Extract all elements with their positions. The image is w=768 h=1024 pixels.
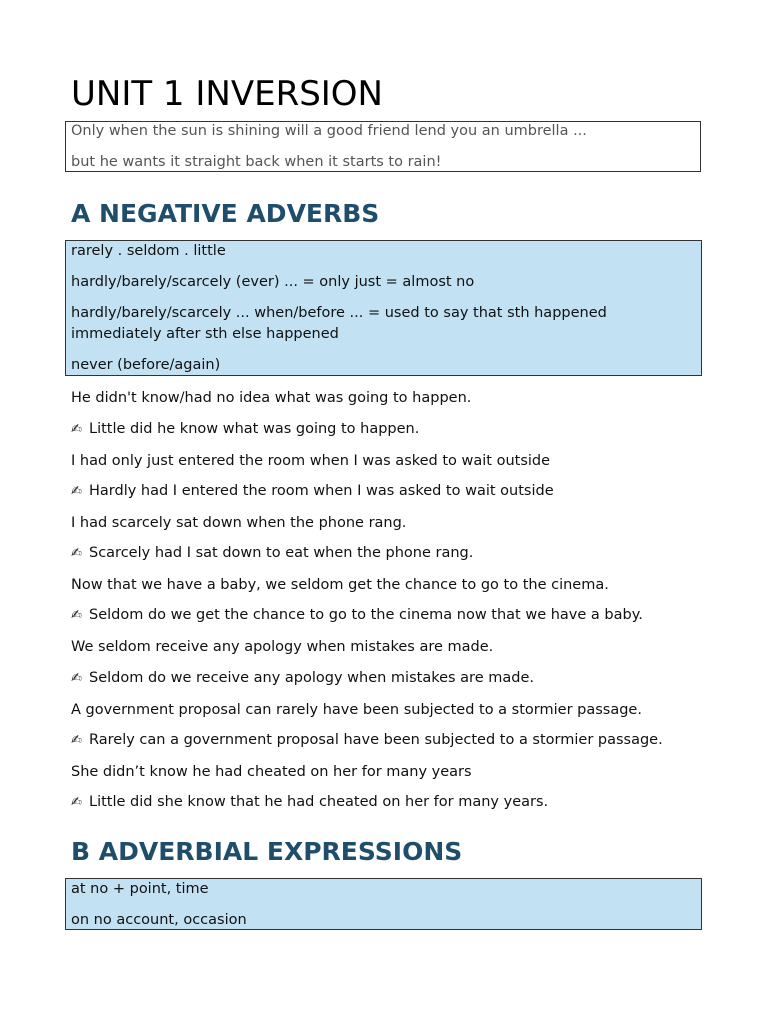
example-sentence: [71, 513, 406, 533]
box-line: hardly/barely/scarcely ... when/before ... = used to say that sth happened immediately after sth else happened: [71, 305, 607, 342]
example-text: Scarcely had I sat down to eat when the phone rang.: [89, 545, 474, 561]
adverbial-expressions-box: [65, 878, 702, 930]
writing-hand-icon: ✍: [71, 546, 82, 561]
inverted-example: [71, 419, 419, 440]
box-line: rarely . seldom . little: [71, 243, 226, 259]
example-text: A government proposal can rarely have been subjected to a stormier passage.: [71, 702, 642, 718]
inverted-example: [71, 730, 663, 751]
section-heading-adverbial-expressions: B ADVERBIAL EXPRESSIONS: [71, 837, 463, 866]
quote-box: [65, 121, 701, 172]
quote-line: Only when the sun is shining will a good friend lend you an umbrella ...: [71, 123, 587, 139]
example-text: Hardly had I entered the room when I was asked to wait outside: [89, 483, 554, 499]
inverted-example: [71, 792, 548, 813]
example-text: I had only just entered the room when I was asked to wait outside: [71, 453, 551, 469]
writing-hand-icon: ✍: [71, 671, 82, 686]
box-line: never (before/again): [71, 357, 221, 373]
writing-hand-icon: ✍: [71, 795, 82, 810]
quote-line: but he wants it straight back when it starts to rain!: [71, 154, 442, 170]
inverted-example: [71, 543, 473, 564]
box-line: at no + point, time: [71, 881, 209, 897]
writing-hand-icon: ✍: [71, 484, 82, 499]
example-text: I had scarcely sat down when the phone rang.: [71, 515, 407, 531]
page-title: UNIT 1 INVERSION: [71, 74, 383, 114]
example-sentence: [71, 637, 493, 657]
example-text: Seldom do we get the chance to go to the cinema now that we have a baby.: [89, 607, 643, 623]
example-text: Little did he know what was going to happen.: [89, 421, 420, 437]
example-sentence: [71, 388, 471, 408]
writing-hand-icon: ✍: [71, 733, 82, 748]
example-sentence: [71, 575, 609, 595]
negative-adverbs-box: [65, 240, 702, 376]
section-heading-negative-adverbs: A NEGATIVE ADVERBS: [71, 199, 380, 228]
example-sentence: [71, 451, 550, 471]
example-text: He didn't know/had no idea what was going to happen.: [71, 390, 472, 406]
example-text: Rarely can a government proposal have been subjected to a stormier passage.: [89, 732, 663, 748]
inverted-example: [71, 481, 554, 502]
example-sentence: [71, 762, 472, 782]
example-text: Now that we have a baby, we seldom get the chance to go to the cinema.: [71, 577, 609, 593]
writing-hand-icon: ✍: [71, 422, 82, 437]
example-sentence: [71, 700, 642, 720]
example-text: We seldom receive any apology when mistakes are made.: [71, 639, 494, 655]
example-text: She didn’t know he had cheated on her for many years: [71, 764, 472, 780]
example-text: Seldom do we receive any apology when mistakes are made.: [89, 670, 534, 686]
box-line: hardly/barely/scarcely (ever) ... = only just = almost no: [71, 274, 475, 290]
example-text: Little did she know that he had cheated on her for many years.: [89, 794, 549, 810]
box-line: on no account, occasion: [71, 912, 247, 928]
inverted-example: [71, 605, 643, 626]
writing-hand-icon: ✍: [71, 608, 82, 623]
inverted-example: [71, 668, 534, 689]
